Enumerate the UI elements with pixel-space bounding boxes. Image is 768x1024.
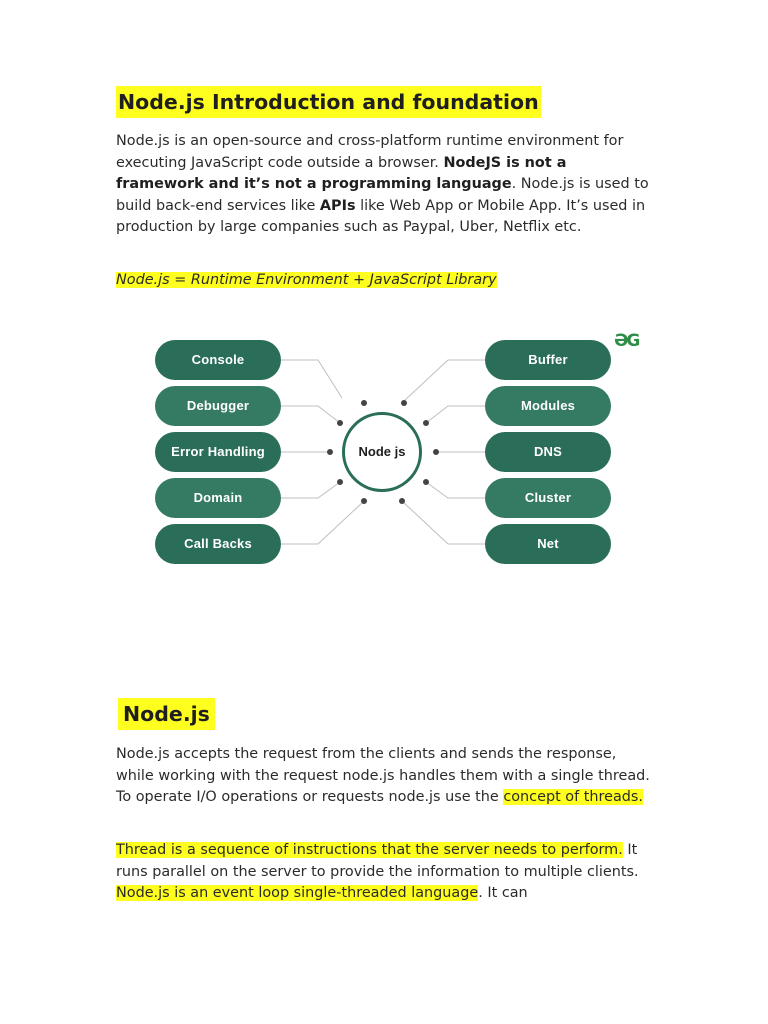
pill-domain: Domain <box>155 478 281 518</box>
node-dot-3 <box>337 479 343 485</box>
intro-text-3: like Web App or Mobile App. It’s used in production by large companies such as Paypal, Uber, Netflix etc. <box>116 197 646 236</box>
connector-console <box>281 360 342 398</box>
section-title-intro: Node.js Introduction and foundation <box>116 86 541 118</box>
intro-paragraph <box>116 131 656 239</box>
gfg-logo-icon: ƏG <box>614 331 639 351</box>
formula-line <box>116 270 656 292</box>
nodejs-diagram <box>150 325 650 575</box>
intro-bold-2: APIs <box>319 197 356 214</box>
connector-debugger <box>281 406 340 423</box>
intro-text-1: Node.js is an open-source and cross-platform runtime environment for executing JavaScript code outside a browser. <box>116 133 624 171</box>
pill-cluster: Cluster <box>485 478 611 518</box>
center-node: Node js <box>342 412 422 492</box>
intro-text-2: . Node.js is used to build back-end services like <box>116 176 649 214</box>
connector-modules <box>426 406 485 423</box>
node-dot-10 <box>361 400 367 406</box>
intro-bold-1: NodeJS is not a framework and it’s not a programming language <box>116 154 567 193</box>
thread-highlight-2: Node.js is an event loop single-threaded language <box>116 885 479 902</box>
thread-text-2: . It can <box>478 885 528 902</box>
node-dot-9 <box>399 498 405 504</box>
pill-buffer: Buffer <box>485 340 611 380</box>
connector-cluster <box>426 482 485 498</box>
thread-highlight-1: Thread is a sequence of instructions that the server needs to perform. <box>116 842 623 858</box>
pill-error-handling: Error Handling <box>155 432 281 472</box>
pill-call-backs: Call Backs <box>155 524 281 564</box>
pill-console: Console <box>155 340 281 380</box>
pill-modules: Modules <box>485 386 611 426</box>
node-dot-5 <box>401 400 407 406</box>
request-paragraph <box>116 744 656 809</box>
section-title-nodejs: Node.js <box>118 698 215 730</box>
formula-text: Node.js = Runtime Environment + JavaScript Library <box>116 272 497 288</box>
thread-text-1: It runs parallel on the server to provide the information to multiple clients. <box>116 842 639 880</box>
connector-domain <box>281 482 340 498</box>
node-dot-2 <box>327 449 333 455</box>
connector-buffer <box>404 360 485 401</box>
pill-dns: DNS <box>485 432 611 472</box>
connector-call-backs <box>281 501 364 544</box>
request-highlight: concept of threads. <box>503 789 643 806</box>
pill-debugger: Debugger <box>155 386 281 426</box>
node-dot-4 <box>361 498 367 504</box>
thread-paragraph <box>116 840 656 905</box>
node-dot-1 <box>337 420 343 426</box>
request-text: Node.js accepts the request from the clients and sends the response, while working with the request node.js handles them with a single thread. To operate I/O operations or requests node.js use the <box>116 746 650 806</box>
pill-net: Net <box>485 524 611 564</box>
node-dot-8 <box>423 479 429 485</box>
node-dot-6 <box>423 420 429 426</box>
connector-net <box>402 501 485 544</box>
node-dot-7 <box>433 449 439 455</box>
